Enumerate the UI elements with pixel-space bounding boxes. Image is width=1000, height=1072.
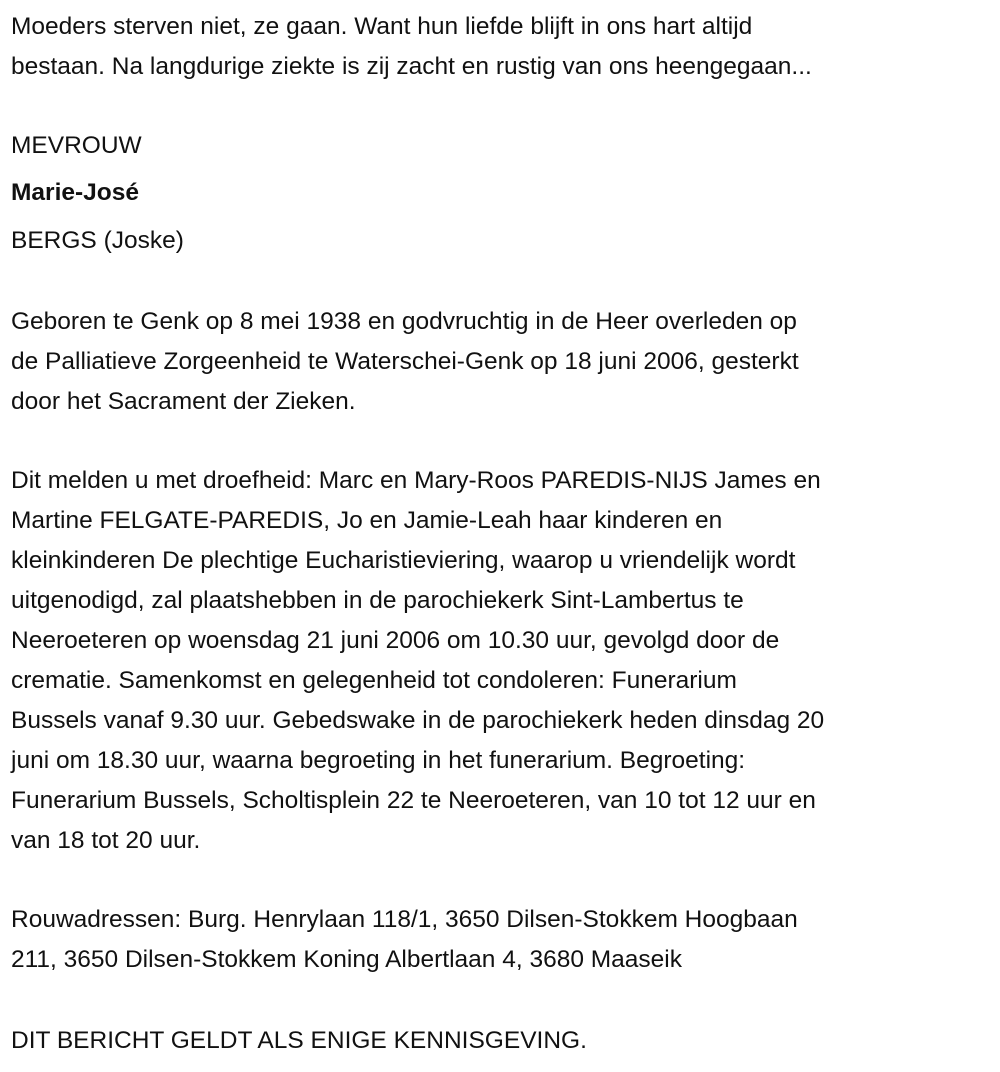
text-line: Bussels vanaf 9.30 uur. Gebedswake in de parochiekerk heden dinsdag 20 [11,707,825,734]
text-line: van 18 tot 20 uur. [11,827,201,854]
text-line: Funerarium Bussels, Scholtisplein 22 te Neeroeteren, van 10 tot 12 uur en [11,787,816,814]
title: MEVROUW [11,132,142,159]
text-line: crematie. Samenkomst en gelegenheid tot condoleren: Funerarium [11,667,737,694]
text-line: bestaan. Na langdurige ziekte is zij zacht en rustig van ons heengegaan... [11,53,812,80]
text-line: Moeders sterven niet, ze gaan. Want hun liefde blijft in ons hart altijd [11,13,753,40]
text-line: juni om 18.30 uur, waarna begroeting in het funerarium. Begroeting: [11,747,746,774]
intro-paragraph [11,7,1000,87]
birth-paragraph [11,302,1000,422]
addresses-paragraph [11,900,1000,980]
notice-paragraph [11,461,1000,861]
last-name: BERGS (Joske) [11,227,184,254]
text-line: door het Sacrament der Zieken. [11,388,356,415]
closing-statement: DIT BERICHT GELDT ALS ENIGE KENNISGEVING. [11,1027,587,1054]
text-line: Geboren te Genk op 8 mei 1938 en godvruchtig in de Heer overleden op [11,308,797,335]
text-line: Martine FELGATE-PAREDIS, Jo en Jamie-Leah haar kinderen en [11,507,723,534]
text-line: Dit melden u met droefheid: Marc en Mary-Roos PAREDIS-NIJS James en [11,467,821,494]
text-line: 211, 3650 Dilsen-Stokkem Koning Albertlaan 4, 3680 Maaseik [11,946,682,973]
text-line: Neeroeteren op woensdag 21 juni 2006 om 10.30 uur, gevolgd door de [11,627,780,654]
text-line: uitgenodigd, zal plaatshebben in de parochiekerk Sint-Lambertus te [11,587,744,614]
text-line: Rouwadressen: Burg. Henrylaan 118/1, 3650 Dilsen-Stokkem Hoogbaan [11,906,798,933]
text-line: kleinkinderen De plechtige Eucharistieviering, waarop u vriendelijk wordt [11,547,796,574]
text-line: de Palliatieve Zorgeenheid te Waterschei-Genk op 18 juni 2006, gesterkt [11,348,799,375]
first-name: Marie-José [11,179,140,206]
